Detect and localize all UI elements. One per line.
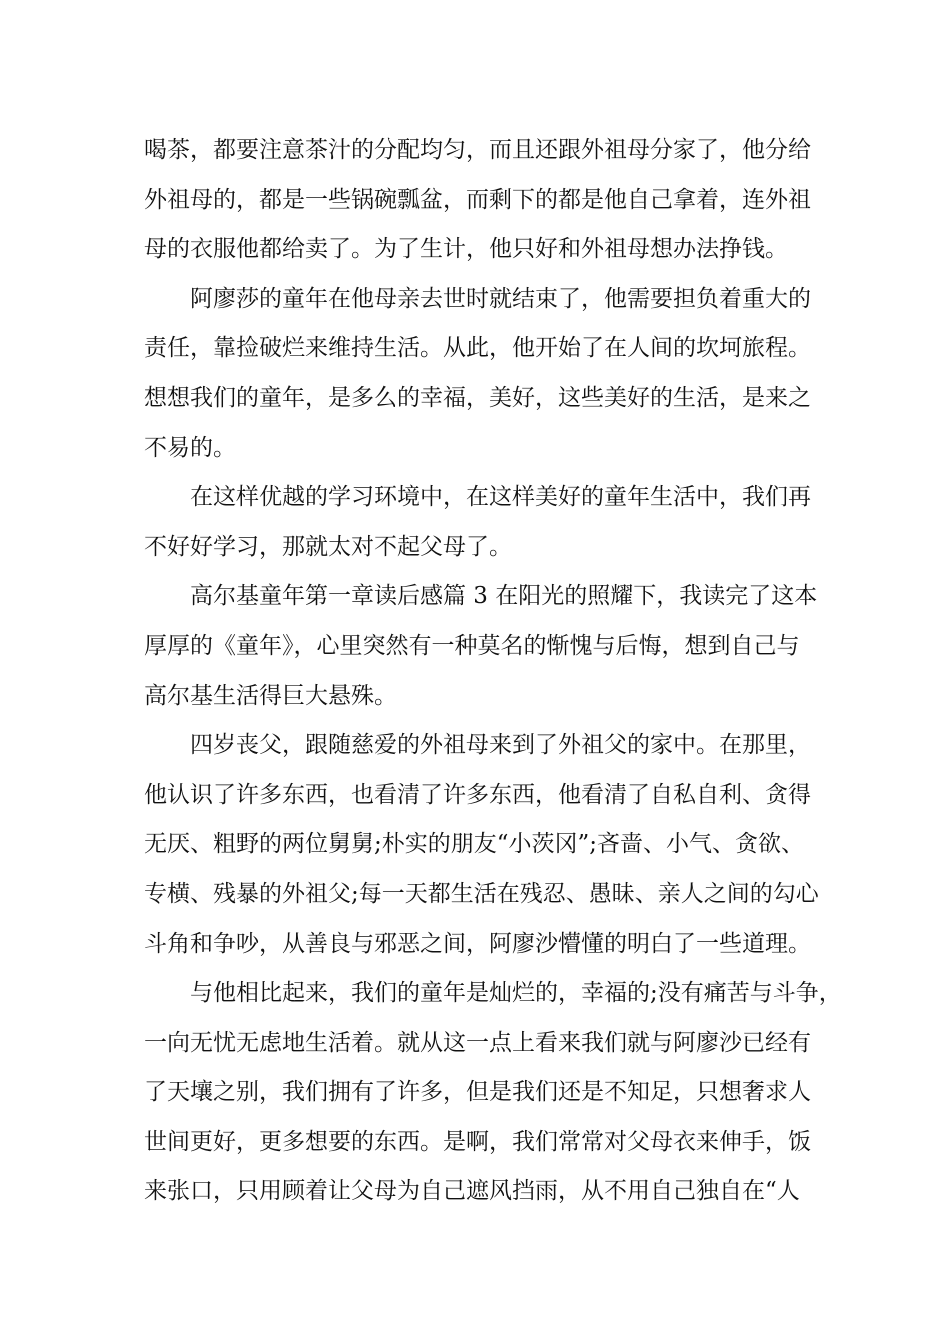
paragraph-start-line: 阿廖莎的童年在他母亲去世时就结束了，他需要担负着重大的 [190,285,811,312]
text-line: 了天壤之别，我们拥有了许多，但是我们还是不知足，只想奢求人 [144,1079,811,1106]
text-line: 高尔基生活得巨大悬殊。 [144,682,397,709]
text-line: 专横、残暴的外祖父;每一天都生活在残忍、愚昧、亲人之间的勾心 [144,880,819,907]
text-line: 想想我们的童年，是多么的幸福，美好，这些美好的生活，是来之 [144,384,811,411]
text-line: 母的衣服他都给卖了。为了生计，他只好和外祖母想办法挣钱。 [144,236,788,263]
text-line: 他认识了许多东西，也看清了许多东西，他看清了自私自利、贪得 [144,781,811,808]
text-line: 厚厚的《童年》，心里突然有一种莫名的惭愧与后悔，想到自己与 [144,632,800,659]
text-line: 不好好学习，那就太对不起父母了。 [144,533,512,560]
paragraph-start-line: 与他相比起来，我们的童年是灿烂的，幸福的;没有痛苦与斗争， [190,980,842,1007]
text-line: 责任，靠捡破烂来维持生活。从此，他开始了在人间的坎坷旅程。 [144,335,811,362]
paragraph-start-line: 在这样优越的学习环境中，在这样美好的童年生活中，我们再 [190,484,811,511]
text-line: 一向无忧无虑地生活着。就从这一点上看来我们就与阿廖沙已经有 [144,1029,811,1056]
paragraph-start-line: 四岁丧父，跟随慈爱的外祖母来到了外祖父的家中。在那里， [190,732,811,759]
text-line: 无厌、粗野的两位舅舅;朴实的朋友“小茨冈”;吝啬、小气、贪欲、 [144,831,805,858]
text-line: 世间更好，更多想要的东西。是啊，我们常常对父母衣来伸手，饭 [144,1128,811,1155]
text-line: 喝茶，都要注意茶汁的分配均匀，而且还跟外祖母分家了，他分给 [144,137,811,163]
text-line: 外祖母的，都是一些锅碗瓢盆，而剩下的都是他自己拿着，连外祖 [144,186,811,213]
text-line: 斗角和争吵，从善良与邪恶之间，阿廖沙懵懂的明白了一些道理。 [144,930,811,957]
text-line: 不易的。 [144,434,236,461]
body-text [144,126,842,1217]
paragraph-start-line: 高尔基童年第一章读后感篇 3 在阳光的照耀下，我读完了这本 [190,583,818,610]
text-line: 来张口，只用顾着让父母为自己遮风挡雨，从不用自己独自在“人 [144,1178,800,1205]
